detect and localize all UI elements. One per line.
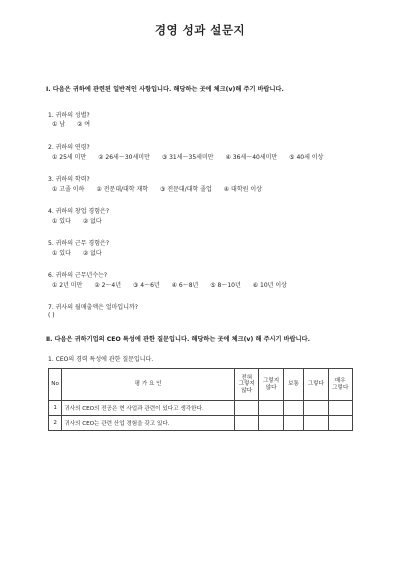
section1-heading: Ⅰ. 다음은 귀하에 관련된 일반적인 사항입니다. 해당하는 곳에 체크(v)해 주기 바랍니다. [46,86,284,93]
row-2-no: 2 [49,416,62,431]
question-1-options [52,119,90,128]
row-2-cell-agree[interactable] [304,416,328,431]
row-1-cell-strongly-agree[interactable] [328,401,352,416]
q4-option-1[interactable]: ① 있다 [52,218,71,225]
q1-option-2[interactable]: ② 여 [77,121,91,128]
row-1-cell-disagree[interactable] [259,401,283,416]
row-2-cell-neutral[interactable] [283,416,303,431]
header-agree: 그렇다 [304,369,328,401]
question-4-options [52,216,102,225]
row-2-cell-strongly-agree[interactable] [328,416,352,431]
question-5-options [52,248,102,257]
q6-option-1[interactable]: ① 2년 미만 [52,282,83,289]
question-5: 5. 귀하의 근무 경험은? [48,240,109,247]
header-neutral: 보통 [283,369,303,401]
q6-option-2[interactable]: ② 2～4년 [94,282,122,289]
page-title: 경영 성과 설문지 [154,23,246,37]
q5-option-1[interactable]: ① 있다 [52,250,71,257]
table-row [49,416,353,431]
q2-option-3[interactable]: ③ 31세～35세미만 [161,154,214,161]
q3-option-4[interactable]: ④ 대학원 이상 [223,186,262,193]
question-7: 7. 귀사의 월매출액은 얼마입니까? [48,304,138,311]
q2-option-2[interactable]: ② 26세～30세미만 [98,154,150,161]
q6-option-5[interactable]: ⑤ 8～10년 [210,282,241,289]
row-1-item: 귀사의 CEO의 전공은 현 사업과 관련이 있다고 생각한다. [62,401,235,416]
q3-option-3[interactable]: ③ 전문대/대학 졸업 [160,186,212,193]
question-2-options [52,152,323,161]
question-6: 6. 귀하의 근무년수는? [48,272,108,279]
question-3: 3. 귀하의 학력? [48,176,90,183]
section2-heading: Ⅱ. 다음은 귀하기업의 CEO 특성에 관한 질문입니다. 해당하는 곳에 체크(v) 해 주시기 바랍니다. [46,336,310,343]
question-7-answer-blank[interactable]: ( ) [48,312,55,319]
q2-option-5[interactable]: ⑤ 40세 이상 [289,154,324,161]
header-no: No [49,369,62,401]
table-row [49,401,353,416]
ceo-rating-table [48,368,353,431]
header-strongly-agree: 매우 그렇다 [328,369,352,401]
question-3-options [52,184,262,193]
row-1-cell-agree[interactable] [304,401,328,416]
header-strongly-disagree: 전혀 그렇지 않다 [235,369,259,401]
q2-option-4[interactable]: ④ 36세～40세미만 [225,154,278,161]
table-header-row [49,369,353,401]
row-2-item: 귀사의 CEO는 관련 산업 경험을 갖고 있다. [62,416,235,431]
row-2-cell-strongly-disagree[interactable] [235,416,259,431]
q4-option-2[interactable]: ② 없다 [82,218,102,225]
row-1-no: 1 [49,401,62,416]
q5-option-2[interactable]: ② 없다 [82,250,102,257]
q6-option-3[interactable]: ③ 4～6년 [132,282,160,289]
question-4: 4. 귀하의 창업 경험은? [48,208,109,215]
row-1-cell-neutral[interactable] [283,401,303,416]
header-disagree: 그렇지 않다 [259,369,283,401]
row-2-cell-disagree[interactable] [259,416,283,431]
question-1: 1. 귀하의 성별? [48,112,90,119]
q2-option-1[interactable]: ① 25세 미만 [52,154,87,161]
q3-option-2[interactable]: ② 전문대/대학 재학 [96,186,149,193]
q6-option-6[interactable]: ⑥ 10년 이상 [252,282,287,289]
question-6-options [52,280,287,289]
q6-option-4[interactable]: ④ 6～8년 [171,282,199,289]
section2-subheading: 1. CEO의 경력 특성에 관한 질문입니다. [48,356,154,363]
question-2: 2. 귀하의 연령? [48,144,90,151]
header-evaluation-factor: 평 가 요 인 [62,369,235,401]
q3-option-1[interactable]: ① 고졸 이하 [52,186,85,193]
q1-option-1[interactable]: ① 남 [52,121,66,128]
row-1-cell-strongly-disagree[interactable] [235,401,259,416]
